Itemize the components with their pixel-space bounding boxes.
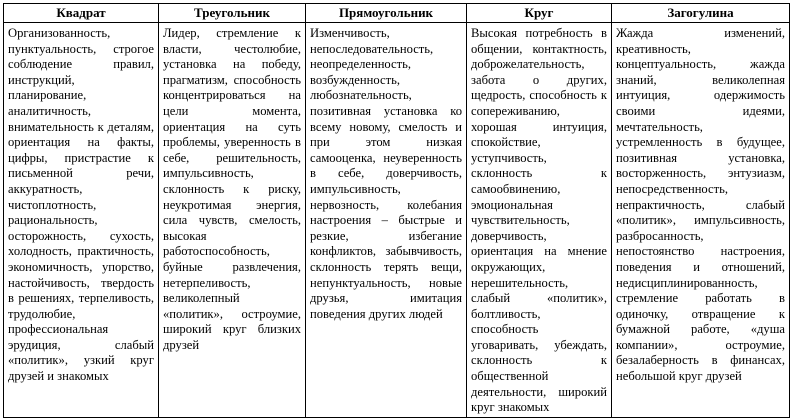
header-row <box>4 4 790 23</box>
header-triangle: Треугольник <box>159 4 306 23</box>
header-square: Квадрат <box>4 4 159 23</box>
traits-row <box>4 23 790 418</box>
header-squiggle: Загогулина <box>612 4 790 23</box>
personality-types-table <box>3 3 790 418</box>
traits-squiggle: Жажда изменений, креативность, концептуальность, жажда знаний, великолепная интуиция, одержимость своими идеями, мечтательность, устремленность в будущее, позитивная установка, восторженность, энтузиазм, непосредственность, непрактичность, слабый «политик», импульсивность, разбросанность, непостоянство настроения, поведения и отношений, недисциплинированность, стремление работать в одиночку, отвращение к бумажной работе, «душа компании», остроумие, безалаберность в финансах, небольшой круг друзей <box>612 23 790 418</box>
traits-square: Организованность, пунктуальность, строгое соблюдение правил, инструкций, планирование, аналитичность, внимательность к деталям, ориентация на факты, цифры, пристрастие к письменной речи, аккуратность, чистоплотность, рациональность, осторожность, сухость, холодность, практичность, экономичность, упорство, настойчивость, твердость в решениях, терпеливость, трудолюбие, профессиональная эрудиция, слабый «политик», узкий круг друзей и знакомых <box>4 23 159 418</box>
traits-triangle: Лидер, стремление к власти, честолюбие, установка на победу, прагматизм, способность концентрироваться на цели момента, ориентация на суть проблемы, уверенность в себе, решительность, импульсивность, склонность к риску, неукротимая энергия, сила чувств, смелость, высокая работоспособность, буйные развлечения, нетерпеливость, великолепный «политик», остроумие, широкий круг близких друзей <box>159 23 306 418</box>
header-rectangle: Прямоугольник <box>306 4 467 23</box>
traits-rectangle: Изменчивость, непоследовательность, неопределенность, возбужденность, любознательность, позитивная установка ко всему новому, смелость и при этом низкая самооценка, неуверенность в себе, доверчивость, импульсивность, нервозность, колебания настроения – быстрые и резкие, избегание конфликтов, забывчивость, склонность терять вещи, непунктуальность, новые друзья, имитация поведения других людей <box>306 23 467 418</box>
header-circle: Круг <box>467 4 612 23</box>
traits-circle: Высокая потребность в общении, контактность, доброжелательность, забота о других, щедрость, способность к сопереживанию, хорошая интуиция, спокойствие, уступчивость, склонность к самообвинению, эмоциональная чувствительность, доверчивость, ориентация на мнение окружающих, нерешительность, слабый «политик», болтливость, способность уговаривать, убеждать, склонность к общественной деятельности, широкий круг знакомых <box>467 23 612 418</box>
